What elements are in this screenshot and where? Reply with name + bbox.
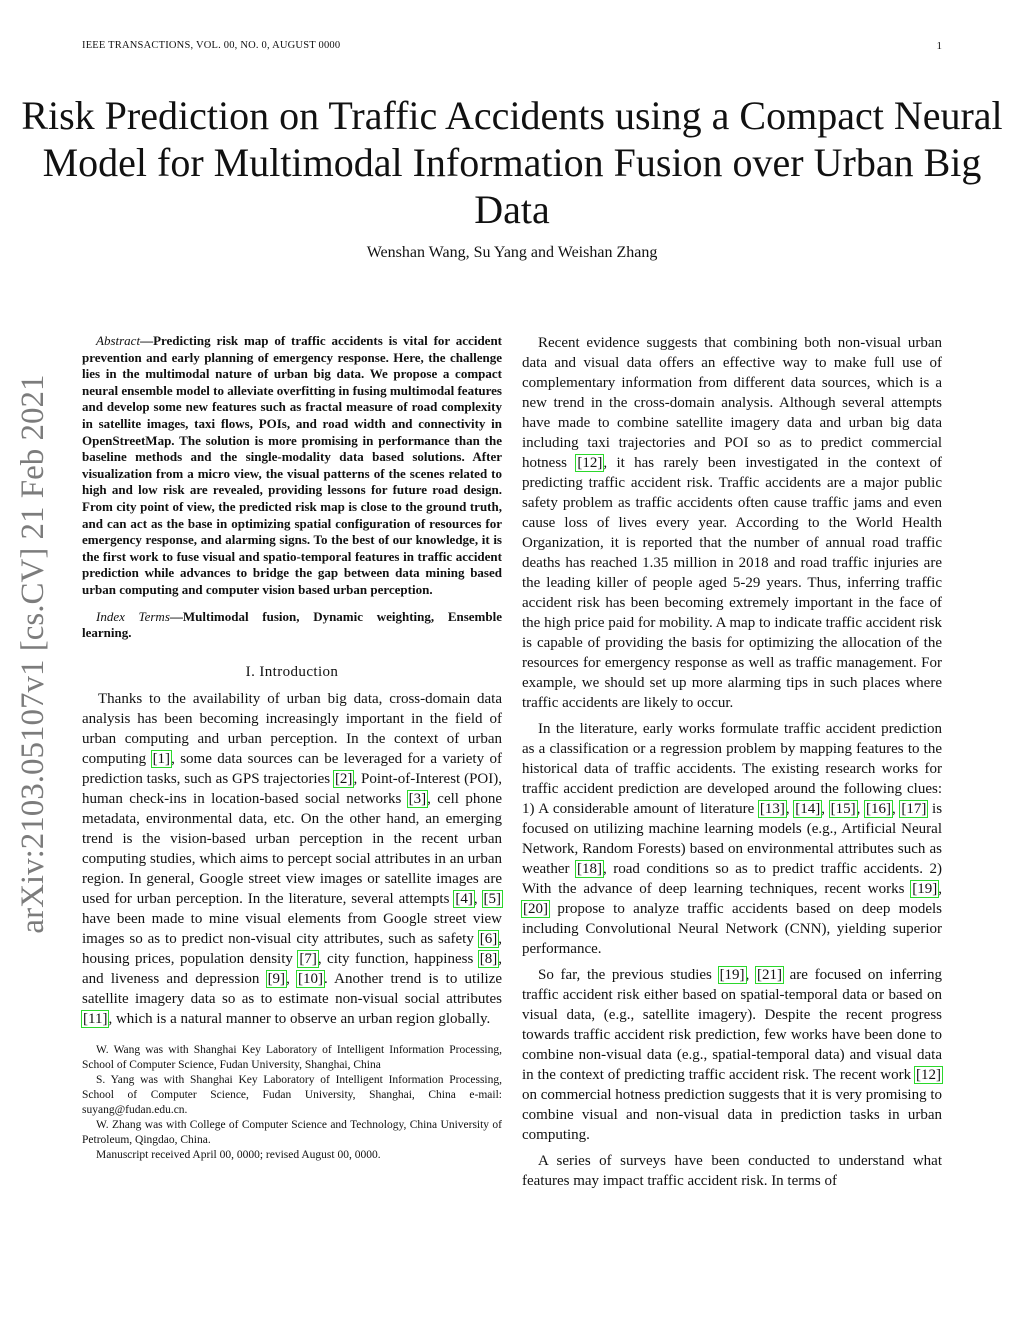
footnote-manuscript-dates: Manuscript received April 00, 0000; revised August 00, 0000. — [96, 1148, 381, 1161]
abstract-text: —Predicting risk map of traffic accidents is vital for accident prevention and early planning of emergency response. Here, the challenge lies in the multimodal nature of urban big data. We propose a compact neural ensemble model to alleviate overfitting in fusing multimodal features and develop some new features such as fractal measure of road complexity in satellite images, taxi flows, POIs, and road width and connectivity in OpenStreetMap. The solution is more promising in performance than the baseline methods and the single-modality data based solutions. After visualization from a micro view, the visual patterns of the scenes related to high and low risk are revealed, providing lessons for future road design. From city point of view, the predicted risk map is close to the ground truth, and can act as the base in optimizing spatial configuration of resources for emergency response, and alarming signs. To the best of our knowledge, it is the first work to fuse visual and spatio-temporal features in traffic accident prediction while advances to bridge the gap between data mining based urban computing and computer vision based urban perception. — [82, 333, 502, 597]
citation-link[interactable]: [17] — [901, 801, 927, 817]
text-run: , city function, happiness — [317, 950, 479, 967]
text-run: So far, the previous studies — [538, 967, 719, 983]
body-paragraph — [522, 965, 942, 1145]
text-run: , housing prices, population density — [82, 930, 502, 967]
citation-link[interactable]: [19] — [719, 967, 745, 983]
text-run: A series of surveys have been conducted to understand what features may impact traffic accident risk. In terms of — [522, 1153, 942, 1189]
body-paragraph — [522, 719, 942, 959]
section-heading-introduction: I. Introduction — [245, 663, 339, 680]
abstract — [82, 333, 502, 599]
text-run: , — [286, 970, 298, 987]
citation-link[interactable]: [16] — [866, 801, 892, 817]
text-run: , — [785, 801, 795, 817]
citation-link[interactable]: [14] — [795, 801, 821, 817]
text-run: , — [892, 801, 901, 817]
citation-link[interactable]: [3] — [408, 790, 427, 807]
paper-title: Risk Prediction on Traffic Accidents using a Compact Neural Model for Multimodal Information Fusion over Urban Big Data — [21, 93, 1003, 232]
citation-link[interactable]: [8] — [479, 950, 498, 967]
citation-link[interactable]: [9] — [267, 970, 286, 987]
citation-link[interactable]: [10] — [298, 970, 324, 987]
text-run: , cell phone metadata, environmental data, etc. On the other hand, an emerging trend is the vision-based urban perception in the recent urban computing studies, which aims to percept social attributes in an urban region. In general, Google street view images or satellite images are used for urban perception. In the literature, several attempts — [82, 790, 502, 907]
citation-link[interactable]: [20] — [523, 901, 548, 917]
abstract-label: Abstract — [96, 333, 141, 348]
citation-link[interactable]: [5] — [483, 890, 501, 907]
citation-link[interactable]: [13] — [759, 801, 785, 817]
citation-link[interactable]: [15] — [830, 801, 856, 817]
citation-link[interactable]: [1] — [152, 750, 171, 767]
text-run: , it has rarely been investigated in the context of predicting traffic accident risk. Traffic accidents are a major public safety problem as traffic accidents often cause traffic jams and even cause loss of lives every year. According to the World Health Organization, it is reported that the number of annual road traffic deaths has reached 1.35 million in 2018 and road traffic injuries are the leading killer of people aged 5-29 years. Thus, inferring traffic accident risk has been becoming extremely important in the face of the high price paid for mobility. A map to indicate traffic accident risk is capable of providing the basis for optimizing the allocation of the resources for emergency response as well as traffic management. For example, we should set up more alarming tips in such places where traffic accidents are likely to occur. — [522, 455, 942, 711]
citation-link[interactable]: [21] — [756, 967, 782, 983]
text-run: Recent evidence suggests that combining both non-visual urban data and visual data offers an effective way to make full use of complementary information from different data sources, which is a new trend in the cross-domain analysis. Although several attempts have made to combine satellite imagery data and urban big data including taxi trajectories and POI so as to predict commercial hotness — [522, 335, 942, 471]
citation-link[interactable]: [7] — [299, 950, 317, 967]
body-paragraph — [522, 1151, 942, 1191]
left-column — [82, 333, 502, 1163]
citation-link[interactable]: [4] — [455, 890, 473, 907]
citation-link[interactable]: [12] — [577, 455, 603, 471]
citation-link[interactable]: [11] — [83, 1010, 108, 1027]
citation-link[interactable]: [6] — [479, 930, 498, 947]
author-list: Wenshan Wang, Su Yang and Weishan Zhang — [366, 244, 658, 261]
intro-paragraph — [82, 689, 502, 1029]
footnotes — [82, 1043, 502, 1163]
text-run: . Another trend is to utilize satellite imagery data so as to estimate non-visual social attributes — [82, 970, 503, 1007]
text-run: are focused on inferring traffic accident risk either based on spatial-temporal data or based on visual data, (e.g., satellite imagery). Despite the recent progress towards traffic accident risk prediction, few works have been done to combine non-visual data (e.g., spatial-temporal data) and visual data in the context of predicting traffic accident risk. The recent work — [522, 967, 943, 1083]
text-run: , and liveness and depression — [82, 950, 503, 987]
text-run: , some data sources can be leveraged for a variety of prediction tasks, such as GPS trajectories — [82, 750, 502, 787]
citation-link[interactable]: [12] — [916, 1067, 941, 1083]
body-paragraph — [522, 333, 942, 713]
text-run: , — [938, 881, 942, 897]
text-run: , — [856, 801, 866, 817]
citation-link[interactable]: [2] — [334, 770, 353, 787]
index-terms — [82, 609, 502, 642]
text-run: , which is a natural manner to observe an urban region globally. — [108, 1010, 491, 1027]
arxiv-identifier: arXiv:2103.05107v1 [cs.CV] 21 Feb 2021 — [15, 374, 51, 934]
text-run: , — [745, 967, 756, 983]
text-run: Thanks to the availability of urban big data, cross-domain data analysis has been becoming increasingly important in the field of urban computing and urban perception. In the context of urban computing — [82, 690, 502, 767]
footnote-affiliation-wang: W. Wang was with Shanghai Key Laboratory of Intelligent Information Processing, School of Computer Science, Fudan University, Shanghai, China — [82, 1043, 502, 1071]
footnote-affiliation-yang: S. Yang was with Shanghai Key Laboratory of Intelligent Information Processing, School of Computer Science, Fudan University, Shanghai, China e-mail: suyang@fudan.edu.cn. — [82, 1073, 502, 1116]
right-column — [522, 333, 942, 1197]
running-head: IEEE TRANSACTIONS, VOL. 00, NO. 0, AUGUST 0000 — [82, 40, 341, 51]
index-terms-label: Index Terms — [96, 608, 170, 624]
text-run: is focused on utilizing machine learning models (e.g., Artificial Neural Network, Random Forests) based on environmental attributes such as weather — [522, 801, 943, 877]
text-run: on commercial hotness prediction suggests that it is very promising to combine visual and non-visual data in prediction tasks in urban computing. — [522, 1087, 942, 1143]
page-number: 1 — [936, 40, 942, 52]
index-terms-text: —Multimodal fusion, Dynamic weighting, Ensemble learning. — [82, 608, 502, 641]
text-run: , Point-of-Interest (POI), human check-ins in location-based social networks — [82, 770, 502, 807]
citation-link[interactable]: [18] — [576, 861, 602, 877]
text-run: , — [821, 801, 830, 817]
citation-link[interactable]: [19] — [912, 881, 938, 897]
text-run: , — [473, 890, 483, 907]
text-run: In the literature, early works formulate traffic accident prediction as a classification or a regression problem by mapping features to the historical data of traffic accidents. The existing research works for traffic accident prediction are developed around the following clues: 1) A considerable amount of literature — [522, 721, 942, 817]
footnote-affiliation-zhang: W. Zhang was with College of Computer Science and Technology, China University of Petroleum, Qingdao, China. — [82, 1118, 502, 1146]
text-run: propose to analyze traffic accidents based on deep models including Convolutional Neural Network (CNN), yielding superior performance. — [522, 901, 942, 957]
text-run: , road conditions so as to predict traffic accidents. 2) With the advance of deep learning techniques, recent works — [522, 861, 942, 897]
text-run: have been made to mine visual elements from Google street view images so as to predict non-visual city attributes, such as safety — [82, 910, 502, 947]
